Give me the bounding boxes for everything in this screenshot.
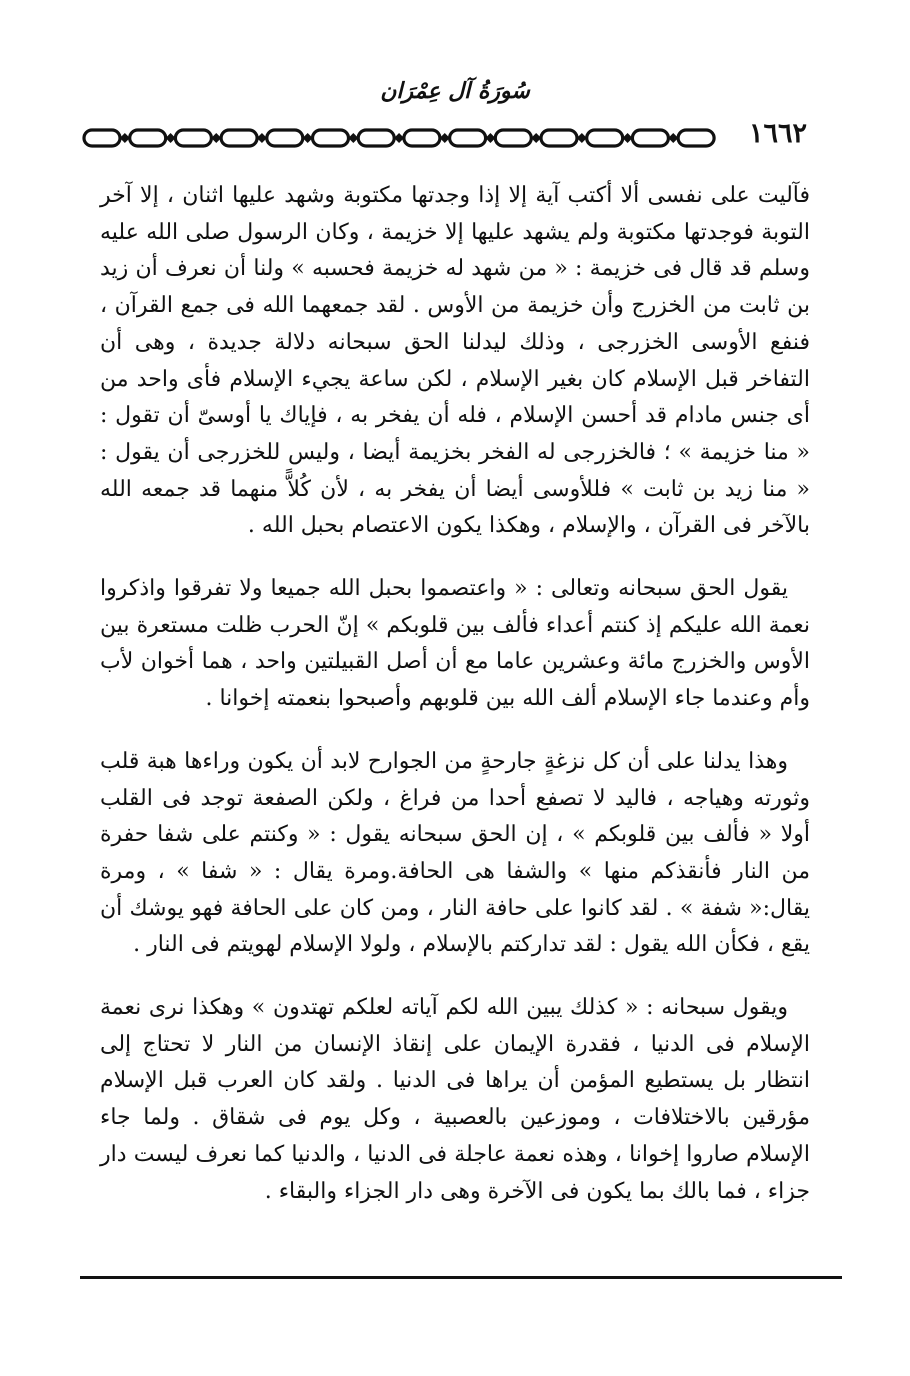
chain-link xyxy=(313,130,349,146)
chain-link xyxy=(84,130,120,146)
paragraph-3: وهذا يدلنا على أن كل نزغةٍ جارحةٍ من الجوارح لابد أن يكون وراءها هبة قلب وثورته وهياجه ، فاليد لا تصفع أحدا من فراغ ، ولكن الصفعة توجد فى القلب أولا « فألف بين قلوبكم » ، إن الحق سبحانه يقول : « وكنتم على شفا حفرة من النار فأنقذكم منها » والشفا هى الحافة.ومرة يقال : « شفا » ، ومرة يقال:« شفة » . لقد كانوا على حافة النار ، ومن كان على الحافة فهو يوشك أن يقع ، فكأن الله يقول : لقد تداركتم بالإسلام ، ولولا الإسلام لهويتم فى النار . xyxy=(100,748,810,958)
chain-link xyxy=(404,130,440,146)
chain-link xyxy=(130,130,166,146)
page-number: ١٦٦٢ xyxy=(748,118,807,149)
ornamental-chain-divider xyxy=(82,124,722,152)
chain-link xyxy=(358,130,394,146)
paragraph-4: ويقول سبحانه : « كذلك يبين الله لكم آياته لعلكم تهتدون » وهكذا نرى نعمة الإسلام فى الدنيا ، فقدرة الإيمان على إنقاذ الإنسان من النار لا تحتاج إلى انتظار بل يستطيع المؤمن أن يراها فى الدنيا . ولقد كان العرب قبل الإسلام مؤرقين بالاختلافات ، وموزعين بالعصبية ، وكل يوم فى شقاق . ولما جاء الإسلام صاروا إخوانا ، وهذه نعمة عاجلة فى الدنيا ، والدنيا كما نعرف ليست دار جزاء ، فما بالك بما يكون فى الآخرة وهى دار الجزاء والبقاء . xyxy=(100,995,810,1204)
body-text xyxy=(100,178,810,1210)
surah-title: سُورَةُ آل عِمْرَان xyxy=(380,78,530,104)
chain-link xyxy=(175,130,211,146)
chain-link xyxy=(541,130,577,146)
chain-link xyxy=(587,130,623,146)
chain-link xyxy=(267,130,303,146)
paragraph-1: فآليت على نفسى ألا أكتب آية إلا إذا وجدتها مكتوبة وشهد عليها اثنان ، إلا آخر التوبة فوجدتها مكتوبة ولم يشهد عليها إلا خزيمة ، وكان الرسول صلى الله عليه وسلم قد قال فى خزيمة : « من شهد له خزيمة فحسبه » ولنا أن نعرف أن زيد بن ثابت من الخزرج وأن خزيمة من الأوس . لقد جمعهما الله فى جمع القرآن ، فنفع الأوسى الخزرجى ، وذلك ليدلنا الحق سبحانه دلالة جديدة ، وهى أن التفاخر قبل الإسلام كان بغير الإسلام ، لكن ساعة يجيء الإسلام فأى واحد من أى جنس مادام قد أحسن الإسلام ، فله أن يفخر به ، فإياك يا أوسىّ أن تقول : « منا خزيمة » ؛ فالخزرجى له الفخر بخزيمة أيضا ، وليس للخزرجى أن يقول : « منا زيد بن ثابت » فللأوسى أيضا أن يفخر به ، لأن كُلاًّ منهما قد جمعه الله بالآخر فى القرآن ، والإسلام ، وهكذا يكون الاعتصام بحبل الله . xyxy=(100,183,810,539)
bottom-rule xyxy=(80,1276,842,1279)
chain-link xyxy=(450,130,486,146)
chain-link xyxy=(632,130,668,146)
chain-link xyxy=(678,130,714,146)
paragraph-2: يقول الحق سبحانه وتعالى : « واعتصموا بحبل الله جميعا ولا تفرقوا واذكروا نعمة الله عليكم إذ كنتم أعداء فألف بين قلوبكم » إنّ الحرب ظلت مستعرة بين الأوس والخزرج مائة وعشرين عاما مع أن أصل القبيلتين واحد ، هما أخوان لأب وأم وعندما جاء الإسلام ألف الله بين قلوبهم وأصبحوا بنعمته إخوانا . xyxy=(100,576,810,712)
chain-link xyxy=(495,130,531,146)
chain-link xyxy=(221,130,257,146)
